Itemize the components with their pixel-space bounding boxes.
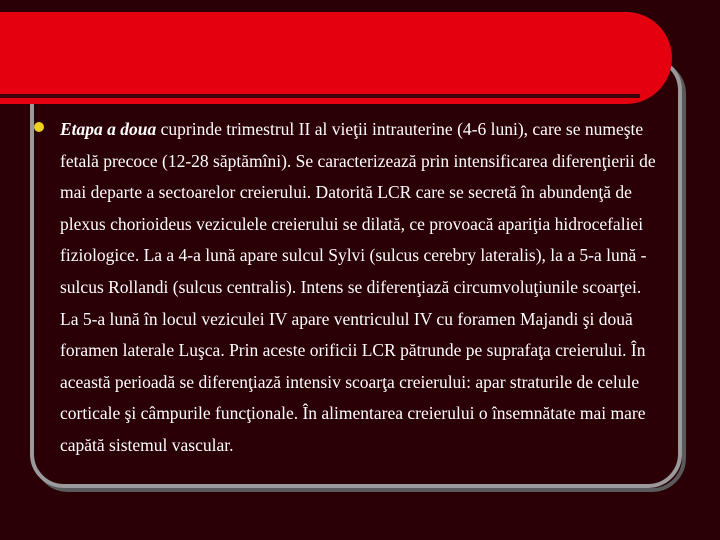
bullet-list (34, 114, 664, 462)
bullet-lead: Etapa a doua (60, 119, 157, 139)
title-banner (0, 12, 672, 104)
bullet-dot-icon (34, 122, 44, 132)
banner-divider (0, 94, 640, 98)
bullet-body: cuprinde trimestrul II al vieţii intrauterine (4-6 luni), care se numeşte fetală precoce (12-28 săptămîni). Se caracterizează prin intensificarea diferenţierii de mai departe a sectoarelor creierului. Datorită LCR care se secretă în abundenţă de plexus chorioideus veziculele creierului se dilată, ce provoacă apariţia hidrocefaliei fiziologice. La a 4-a lună apare sulcul Sylvi (sulcus cerebry lateralis), la a 5-a lună - sulcus Rollandi (sulcus centralis). Intens se diferenţiază circumvoluţiunile scoarţei. La 5-a lună în locul veziculei IV apare ventriculul IV cu foramen Majandi şi două foramen laterale Luşca. Prin aceste orificii LCR pătrunde pe suprafaţa creierului. În această perioadă se diferenţiază intensiv scoarţa creierului: apar straturile de celule corticale şi câmpurile funcţionale. În alimentarea creierului o însemnătate mai mare capătă sistemul vascular. (60, 119, 656, 455)
bullet-paragraph (60, 114, 664, 462)
